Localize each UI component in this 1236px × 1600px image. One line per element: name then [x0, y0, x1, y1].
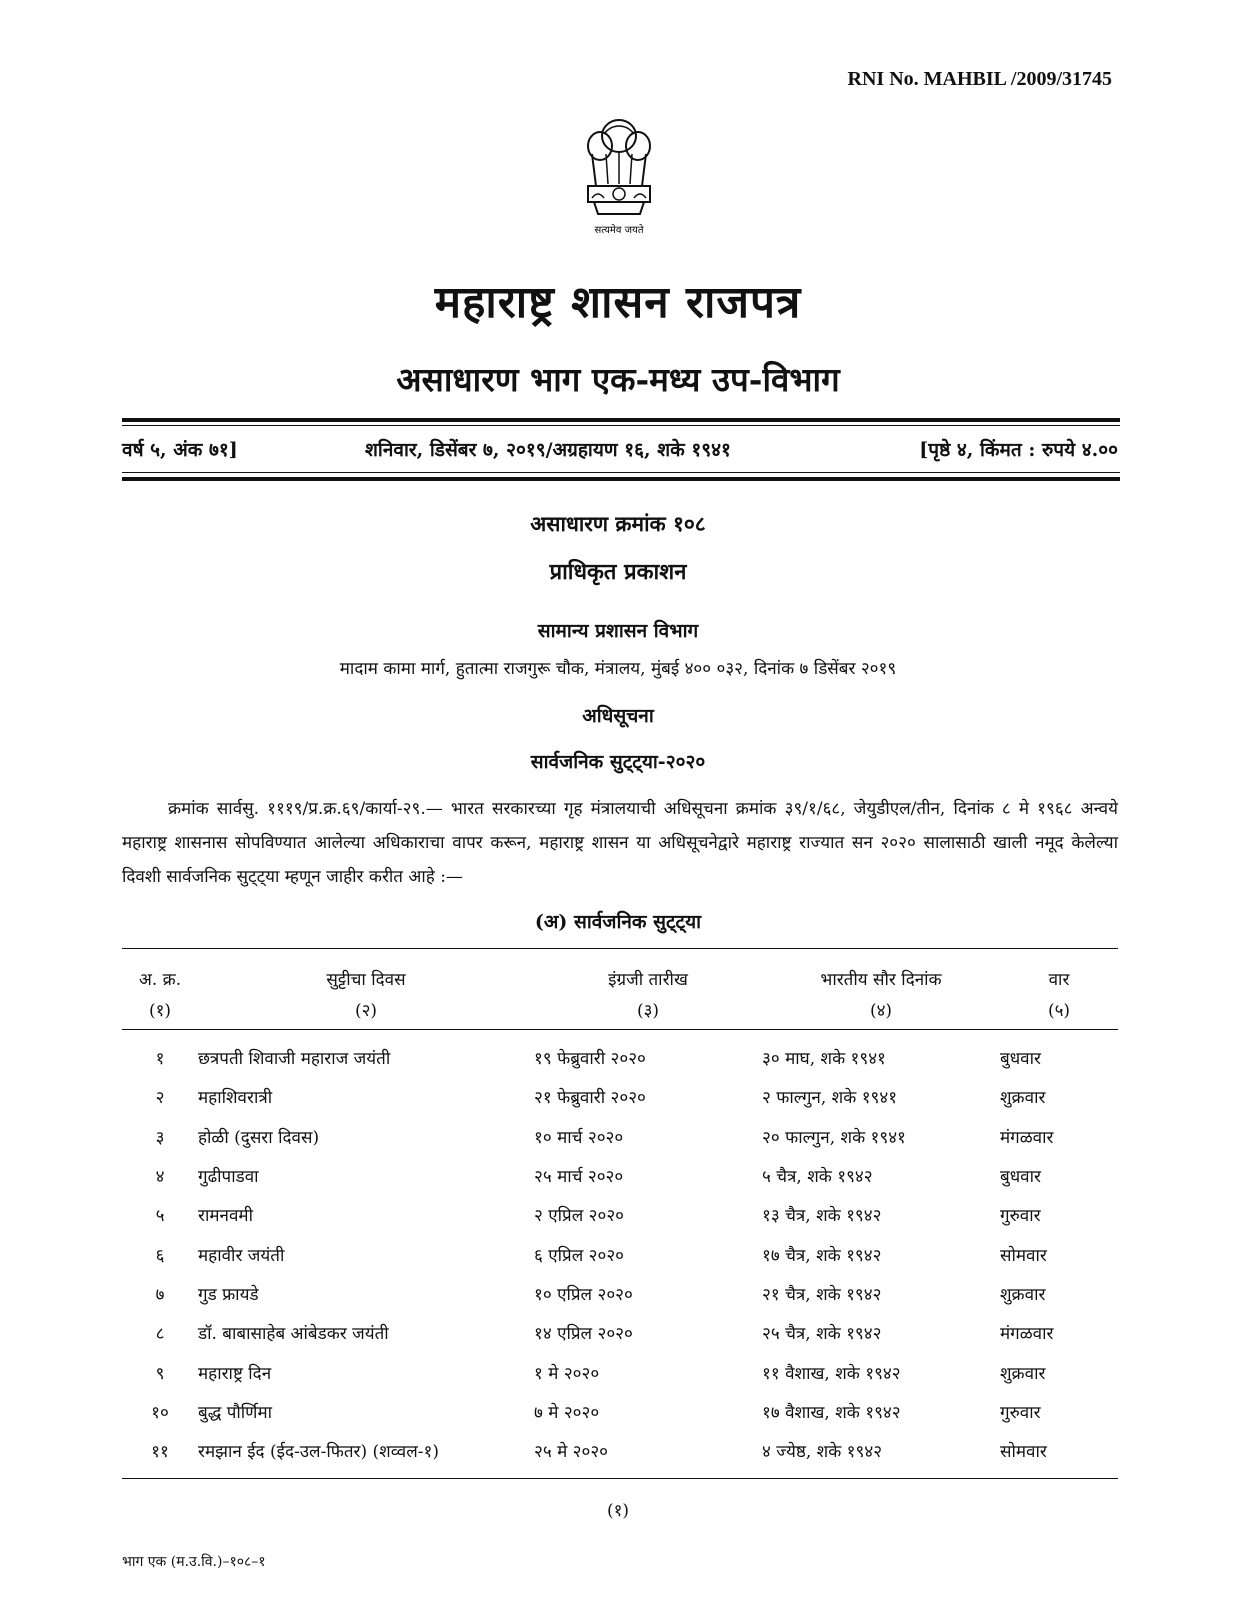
english-date-cell: १० एप्रिल २०२० [534, 1284, 633, 1305]
english-date-cell: १० मार्च २०२० [534, 1127, 624, 1148]
notification-heading: अधिसूचना [582, 705, 654, 727]
page-number: (१) [606, 1501, 630, 1521]
top-rule-thin [122, 425, 1120, 426]
col-number: (२) [198, 994, 534, 1030]
holiday-cell: रामनवमी [198, 1206, 253, 1227]
english-date-cell: १९ फेब्रुवारी २०२० [534, 1049, 646, 1070]
serial-cell: ३ [155, 1127, 165, 1148]
english-date-cell: २ एप्रिल २०२० [534, 1206, 625, 1227]
table-row [122, 1431, 1118, 1479]
saka-date-cell: १७ चैत्र, शके १९४२ [762, 1245, 882, 1266]
holiday-cell: महावीर जयंती [198, 1245, 285, 1266]
col-number: (३) [534, 994, 762, 1030]
holiday-cell: डॉ. बाबासाहेब आंबेडकर जयंती [198, 1324, 389, 1345]
english-date-cell: २५ मार्च २०२० [534, 1167, 624, 1188]
weekday-cell: गुरुवार [1000, 1402, 1041, 1423]
col-header-weekday: वार [1048, 970, 1070, 990]
department-name: सामान्य प्रशासन विभाग [537, 620, 699, 642]
emblem-motto: सत्यमेव जयते [594, 225, 644, 236]
bottom-rule-thick [122, 477, 1120, 481]
page-count-price: [पृष्ठे ४, किंमत : रुपये ४.०० [919, 439, 1118, 461]
table-row [122, 1313, 1118, 1352]
bottom-rule-thin [122, 472, 1120, 473]
table-row [122, 1274, 1118, 1313]
weekday-cell: बुधवार [1000, 1167, 1041, 1188]
table-row [122, 1234, 1118, 1273]
holiday-table [122, 948, 1118, 1479]
notification-body-text: क्रमांक सार्वसु. १११९/प्र.क्र.६९/कार्या-२९.— भारत सरकारच्या गृह मंत्रालयाची अधिसूचना क्रमांक ३९/१/६८, जेयुडीएल/तीन, दिनांक ८ मे १९६८ अन्वये महाराष्ट्र शासनास सोपविण्यात आलेल्या अधिकाराचा वापर करून, महाराष्ट्र शासन या अधिसूचनेद्वारे महाराष्ट्र राज्यात सन २०२० सालासाठी खाली नमूद केलेल्या दिवशी सार्वजनिक सुट्ट्या म्हणून जाहीर करीत आहे :— [122, 799, 1118, 887]
saka-date-cell: १७ वैशाख, शके १९४२ [762, 1402, 901, 1423]
table-row [122, 1352, 1118, 1391]
col-header-serial: अ. क्र. [138, 970, 182, 990]
holiday-cell: गुड फ्रायडे [198, 1284, 259, 1305]
col-header-saka-date: भारतीय सौर दिनांक [820, 970, 942, 990]
serial-cell: ५ [155, 1206, 165, 1227]
weekday-cell: शुक्रवार [1000, 1088, 1046, 1109]
holiday-cell: होळी (दुसरा दिवस) [198, 1127, 320, 1148]
notification-body [122, 792, 1118, 894]
col-number: (१) [122, 994, 198, 1030]
ashoka-emblem-icon [574, 114, 664, 240]
english-date-cell: २१ फेब्रुवारी २०२० [534, 1088, 646, 1109]
weekday-cell: बुधवार [1000, 1049, 1041, 1070]
saka-date-cell: १३ चैत्र, शके १९४२ [762, 1206, 882, 1227]
english-date-cell: १ मे २०२० [534, 1363, 600, 1384]
top-rule-thick [122, 418, 1120, 422]
col-header-holiday: सुट्टीचा दिवस [326, 970, 406, 990]
section-heading: (अ) सार्वजनिक सुट्ट्या [534, 911, 702, 933]
table-row [122, 1030, 1118, 1078]
saka-date-cell: ४ ज्येष्ठ, शके १९४२ [762, 1431, 1000, 1479]
rni-number: RNI No. MAHBIL /2009/31745 [847, 68, 1112, 90]
weekday-cell: मंगळवार [1000, 1127, 1054, 1148]
holiday-cell: बुद्ध पौर्णिमा [198, 1402, 273, 1423]
volume-issue: वर्ष ५, अंक ७१] [122, 439, 238, 461]
serial-cell: ७ [155, 1284, 165, 1305]
authorized-publication: प्राधिकृत प्रकाशन [549, 559, 687, 585]
notification-subject: सार्वजनिक सुट्ट्या-२०२० [530, 751, 706, 773]
table-header-row [122, 949, 1118, 995]
serial-cell: ४ [155, 1167, 165, 1188]
saka-date-cell: ११ वैशाख, शके १९४२ [762, 1363, 901, 1384]
saka-date-cell: २१ चैत्र, शके १९४२ [762, 1284, 882, 1305]
english-date-cell: २५ मे २०२० [534, 1431, 762, 1479]
serial-cell: १० [151, 1402, 169, 1423]
serial-cell: ११ [122, 1431, 198, 1479]
issue-date: शनिवार, डिसेंबर ७, २०१९/अग्रहायण १६, शके १९४१ [365, 439, 731, 461]
weekday-cell: सोमवार [1000, 1431, 1118, 1479]
saka-date-cell: ३० माघ, शके १९४१ [762, 1049, 886, 1070]
weekday-cell: गुरुवार [1000, 1206, 1041, 1227]
serial-cell: ८ [155, 1324, 165, 1345]
table-row [122, 1156, 1118, 1195]
department-address: मादाम कामा मार्ग, हुतात्मा राजगुरू चौक, मंत्रालय, मुंबई ४०० ०३२, दिनांक ७ डिसेंबर २०१९ [339, 659, 897, 679]
gazette-subtitle: असाधारण भाग एक-मध्य उप-विभाग [396, 360, 840, 399]
table-row [122, 1077, 1118, 1116]
holiday-cell: महाराष्ट्र दिन [198, 1363, 272, 1384]
english-date-cell: ६ एप्रिल २०२० [534, 1245, 625, 1266]
footer-reference: भाग एक (म.उ.वि.)–१०८–१ [122, 1554, 266, 1570]
weekday-cell: सोमवार [1000, 1245, 1047, 1266]
serial-cell: ६ [155, 1245, 165, 1266]
gazette-title: महाराष्ट्र शासन राजपत्र [434, 277, 802, 328]
saka-date-cell: ५ चैत्र, शके १९४२ [762, 1167, 873, 1188]
table-row [122, 1195, 1118, 1234]
saka-date-cell: २५ चैत्र, शके १९४२ [762, 1324, 882, 1345]
holiday-cell: रमझान ईद (ईद-उल-फितर) (शव्वल-१) [198, 1431, 534, 1479]
weekday-cell: मंगळवार [1000, 1324, 1054, 1345]
saka-date-cell: २० फाल्गुन, शके १९४१ [762, 1127, 906, 1148]
col-number: (४) [762, 994, 1000, 1030]
col-header-english-date: इंग्रजी तारीख [608, 970, 688, 990]
holiday-cell: छत्रपती शिवाजी महाराज जयंती [198, 1049, 391, 1070]
holiday-cell: गुढीपाडवा [198, 1167, 259, 1188]
weekday-cell: शुक्रवार [1000, 1284, 1046, 1305]
table-header-number-row [122, 994, 1118, 1030]
table-row [122, 1392, 1118, 1431]
weekday-cell: शुक्रवार [1000, 1363, 1046, 1384]
serial-cell: ९ [155, 1363, 165, 1384]
english-date-cell: ७ मे २०२० [534, 1402, 600, 1423]
serial-cell: २ [155, 1088, 165, 1109]
saka-date-cell: २ फाल्गुन, शके १९४१ [762, 1088, 898, 1109]
holiday-cell: महाशिवरात्री [198, 1088, 273, 1109]
table-row [122, 1117, 1118, 1156]
extraordinary-number: असाधारण क्रमांक १०८ [530, 511, 706, 536]
serial-cell: १ [155, 1049, 165, 1070]
col-number: (५) [1000, 994, 1118, 1030]
english-date-cell: १४ एप्रिल २०२० [534, 1324, 633, 1345]
